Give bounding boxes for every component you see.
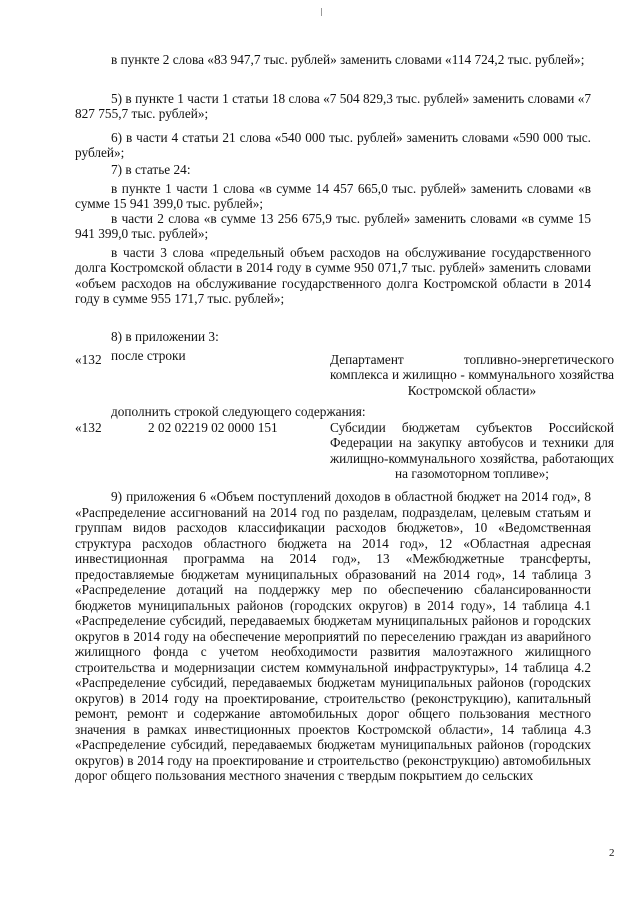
paragraph-article-24-part-1: в пункте 1 части 1 слова «в сумме 14 457 665,0 тыс. рублей» заменить словами «в сумме 15 941 399,0 тыс. рублей»;	[75, 181, 591, 212]
row2-kbk: 2 02 02219 02 0000 151	[148, 420, 278, 435]
paragraph-add-row: дополнить строкой следующего содержания:	[111, 404, 366, 419]
paragraph-item-5: 5) в пункте 1 части 1 статьи 18 слова «7 504 829,3 тыс. рублей» заменить словами «7 827 755,7 тыс. рублей»;	[75, 91, 591, 122]
row2-code: «132	[75, 420, 102, 435]
paragraph-item-4-2: в пункте 2 слова «83 947,7 тыс. рублей» заменить словами «114 724,2 тыс. рублей»;	[111, 52, 585, 67]
row1-code: «132	[75, 352, 102, 367]
row1-name: Департамент топливно-энергетического комплекса и жилищно - коммунального хозяйства Костромской области»	[330, 352, 614, 398]
paragraph-article-24-part-3: в части 3 слова «предельный объем расходов на обслуживание государственного долга Костромской области в 2014 году в сумме 950 071,7 тыс. рублей» заменить словами «объем расходов на обслуживание государственного долга Костромской области в 2014 году в сумме 955 171,7 тыс. рублей»;	[75, 245, 591, 307]
paragraph-item-9: 9) приложения 6 «Объем поступлений доходов в областной бюджет на 2014 год», 8 «Распределение ассигнований на 2014 год по разделам, подразделам, целевым статьям и группам видов расходов классификации расходов бюджетов», 10 «Ведомственная структура расходов областного бюджета на 2014 год», 12 «Областная адресная инвестиционная программа на 2014 год», 13 «Межбюджетные трансферты, предоставляемые бюджетам муниципальных образований на 2014 год», 14 таблица 3 «Распределение дотаций на поддержку мер по обеспечению сбалансированности бюджетов муниципальных районов (городских округов) в 2014 году», 14 таблица 4.1 «Распределение субсидий, передаваемых бюджетам муниципальных районов и городских округов в 2014 году на обеспечение мероприятий по переселению граждан из аварийного жилищного фонда с учетом необходимости развития малоэтажного жилищного строительства и модернизации систем коммунальной инфраструктуры», 14 таблица 4.2 «Распределение субсидий, передаваемых бюджетам муниципальных районов (городских округов) в 2014 году на проектирование, строительство (реконструкцию), капитальный ремонт, ремонт и содержание автомобильных дорог общего пользования местного значения в рамках инвестиционных проектов Костромской области», 14 таблица 4.3 «Распределение субсидий, передаваемых бюджетам муниципальных районов (городских округов) в 2014 году на проектирование и строительство (реконструкцию) автомобильных дорог общего пользования местного значения с твердым покрытием до сельских	[75, 489, 591, 783]
row2-name: Субсидии бюджетам субъектов Российской Федерации на закупку автобусов и техники для жилищно-коммунального хозяйства, работающих на газомоторном топливе»;	[330, 420, 614, 482]
paragraph-item-8: 8) в приложении 3:	[111, 329, 219, 344]
paragraph-after-row: после строки	[111, 348, 186, 363]
page-number: 2	[609, 847, 615, 859]
paragraph-article-24-part-2: в части 2 слова «в сумме 13 256 675,9 тыс. рублей» заменить словами «в сумме 15 941 399,0 тыс. рублей»;	[75, 211, 591, 242]
paragraph-item-6: 6) в части 4 статьи 21 слова «540 000 тыс. рублей» заменить словами «590 000 тыс. рублей»;	[75, 130, 591, 161]
paragraph-item-7: 7) в статье 24:	[111, 162, 191, 177]
punch-mark	[321, 8, 322, 16]
